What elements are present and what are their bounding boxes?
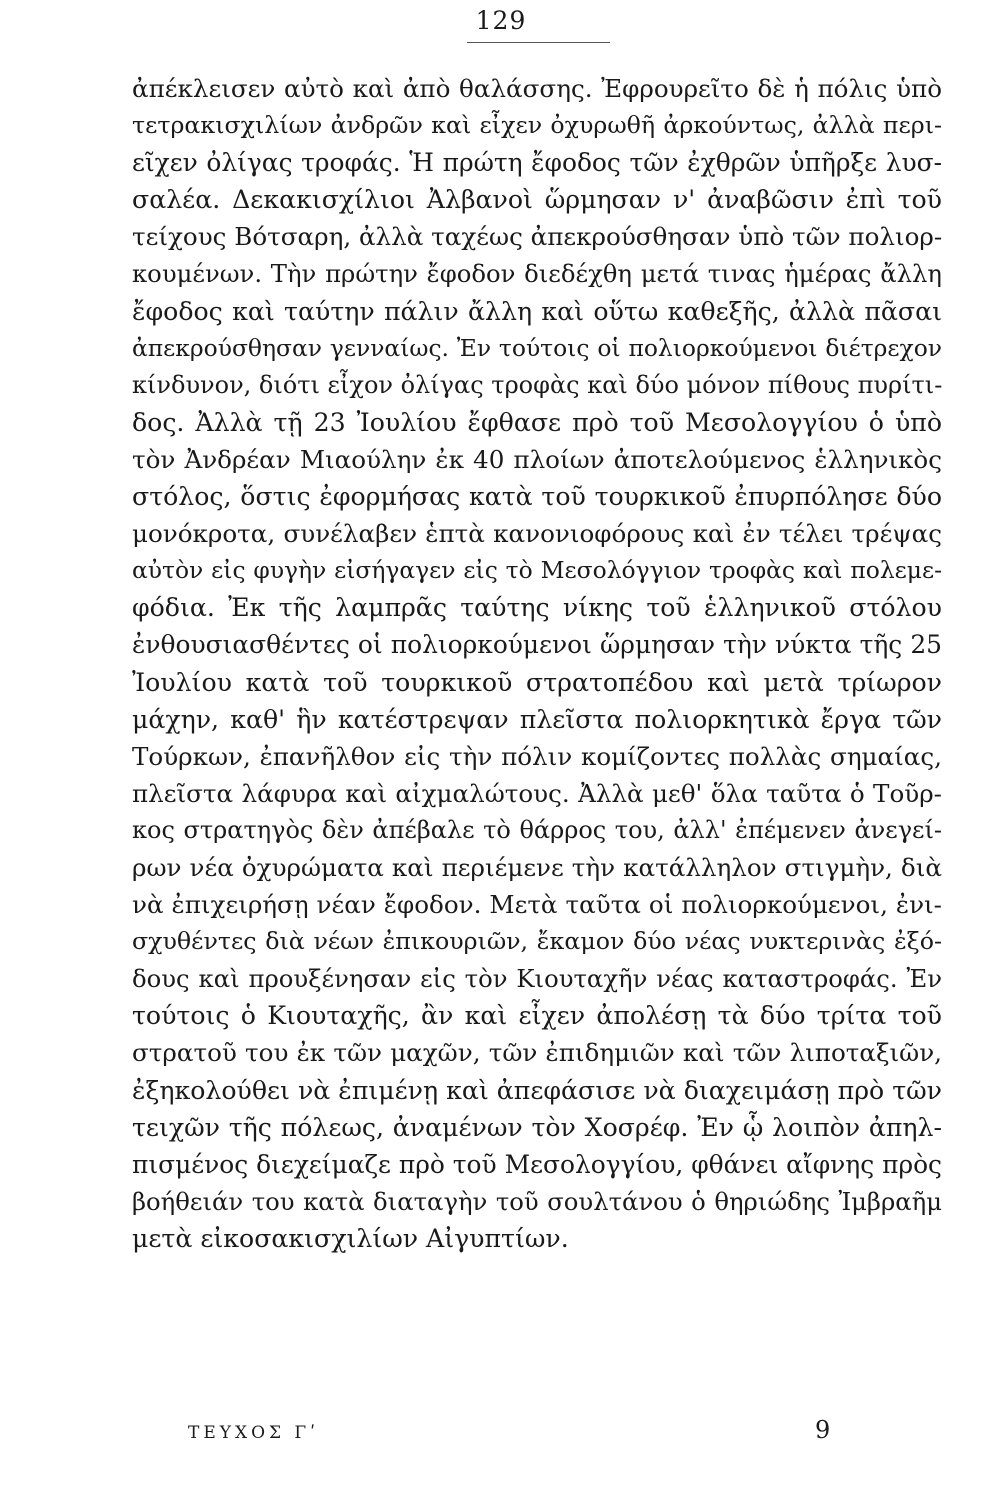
text-line: κουμένων. Τὴν πρώτην ἔφοδον διεδέχθη μετά τινας ἡμέρας ἄλλη xyxy=(132,259,942,289)
text-line: μετὰ εἰκοσακισχιλίων Αἰγυπτίων. xyxy=(132,1223,569,1253)
text-line: ἀπέκλεισεν αὐτὸ καὶ ἀπὸ θαλάσσης. Ἐφρουρεῖτο δὲ ἡ πόλις ὑπὸ xyxy=(132,74,942,103)
text-line: στρατοῦ του ἐκ τῶν μαχῶν, τῶν ἐπιδημιῶν καὶ τῶν λιποταξιῶν, xyxy=(132,1038,942,1068)
text-line: σχυθέντες διὰ νέων ἐπικουριῶν, ἔκαμον δύο νέας νυκτερινὰς ἐξό- xyxy=(132,927,942,956)
text-line: τὸν Ἀνδρέαν Μιαούλην ἐκ 40 πλοίων ἀποτελούμενος ἑλληνικὸς xyxy=(132,444,942,474)
text-line: βοήθειάν του κατὰ διαταγὴν τοῦ σουλτάνου ὁ θηριώδης Ἰμβραῆμ xyxy=(132,1186,942,1216)
text-line: πισμένος διεχείμαζε πρὸ τοῦ Μεσολογγίου, φθάνει αἴφνης πρὸς xyxy=(132,1149,942,1179)
text-line: ἔφοδος καὶ ταύτην πάλιν ἄλλη καὶ οὕτω καθεξῆς, ἀλλὰ πᾶσαι xyxy=(132,296,942,326)
page-number: 129 xyxy=(475,6,527,35)
text-line: ἐνθουσιασθέντες οἱ πολιορκούμενοι ὥρμησαν τὴν νύκτα τῆς 25 xyxy=(132,630,942,660)
text-line: κίνδυνον, διότι εἶχον ὀλίγας τροφὰς καὶ δύο μόνον πίθους πυρίτι- xyxy=(132,370,943,399)
text-line: μονόκροτα, συνέλαβεν ἑπτὰ κανονιοφόρους καὶ ἐν τέλει τρέψας xyxy=(132,519,942,549)
text-line: τετρακισχιλίων ἀνδρῶν καὶ εἶχεν ὀχυρωθῆ ἀρκούντως, ἀλλὰ περι- xyxy=(132,111,942,140)
text-line: Ἰουλίου κατὰ τοῦ τουρκικοῦ στρατοπέδου καὶ μετὰ τρίωρον xyxy=(132,667,942,697)
text-line: δους καὶ προυξένησαν εἰς τὸν Κιουταχῆν νέας καταστροφάς. Ἐν xyxy=(132,964,942,994)
footer-signature-number: 9 xyxy=(815,1416,831,1444)
text-line: μάχην, καθ' ἣν κατέστρεψαν πλεῖστα πολιορκητικὰ ἔργα τῶν xyxy=(132,704,942,734)
text-line: Τούρκων, ἐπανῆλθον εἰς τὴν πόλιν κομίζοντες πολλὰς σημαίας, xyxy=(132,741,942,771)
text-line: ἐξηκολούθει νὰ ἐπιμένῃ καὶ ἀπεφάσισε νὰ διαχειμάσῃ πρὸ τῶν xyxy=(132,1075,942,1105)
text-line: τειχῶν τῆς πόλεως, ἀναμένων τὸν Χοσρέφ. Ἐν ᾧ λοιπὸν ἀπηλ- xyxy=(132,1112,942,1142)
text-line: τείχους Βότσαρη, ἀλλὰ ταχέως ἀπεκρούσθησαν ὑπὸ τῶν πολιορ- xyxy=(132,222,943,252)
text-line: ἀπεκρούσθησαν γενναίως. Ἐν τούτοις οἱ πολιορκούμενοι διέτρεχον xyxy=(132,333,942,362)
body-text xyxy=(132,70,942,1257)
text-line: κος στρατηγὸς δὲν ἀπέβαλε τὸ θάρρος του, ἀλλ' ἐπέμενεν ἀνεγεί- xyxy=(132,815,942,844)
text-line: πλεῖστα λάφυρα καὶ αἰχμαλώτους. Ἀλλὰ μεθ' ὅλα ταῦτα ὁ Τοῦρ- xyxy=(132,778,942,808)
text-line: τούτοις ὁ Κιουταχῆς, ἂν καὶ εἶχεν ἀπολέσῃ τὰ δύο τρίτα τοῦ xyxy=(132,1001,942,1031)
footer-signature: ΤΕΥΧΟΣ Γʹ xyxy=(188,1423,319,1443)
text-line: φόδια. Ἐκ τῆς λαμπρᾶς ταύτης νίκης τοῦ ἑλληνικοῦ στόλου xyxy=(132,593,942,623)
text-line: εῖχεν ὀλίγας τροφάς. Ἡ πρώτη ἔφοδος τῶν ἐχθρῶν ὑπῆρξε λυσ- xyxy=(132,148,942,178)
text-line: νὰ ἐπιχειρήσῃ νέαν ἔφοδον. Μετὰ ταῦτα οἱ πολιορκούμενοι, ἐνι- xyxy=(132,890,942,920)
header-rule xyxy=(467,42,610,43)
text-line: αὐτὸν εἰς φυγὴν εἰσήγαγεν εἰς τὸ Μεσολόγγιον τροφὰς καὶ πολεμε- xyxy=(132,556,942,585)
text-line: ρων νέα ὀχυρώματα καὶ περιέμενε τὴν κατάλληλον στιγμὴν, διὰ xyxy=(132,852,942,882)
text-line: στόλος, ὅστις ἐφορμήσας κατὰ τοῦ τουρκικοῦ ἐπυρπόλησε δύο xyxy=(132,482,942,512)
text-line: δος. Ἀλλὰ τῇ 23 Ἰουλίου ἔφθασε πρὸ τοῦ Μεσολογγίου ὁ ὑπὸ xyxy=(132,407,942,437)
text-line: σαλέα. Δεκακισχίλιοι Ἀλβανοὶ ὥρμησαν ν' ἀναβῶσιν ἐπὶ τοῦ xyxy=(132,185,942,215)
